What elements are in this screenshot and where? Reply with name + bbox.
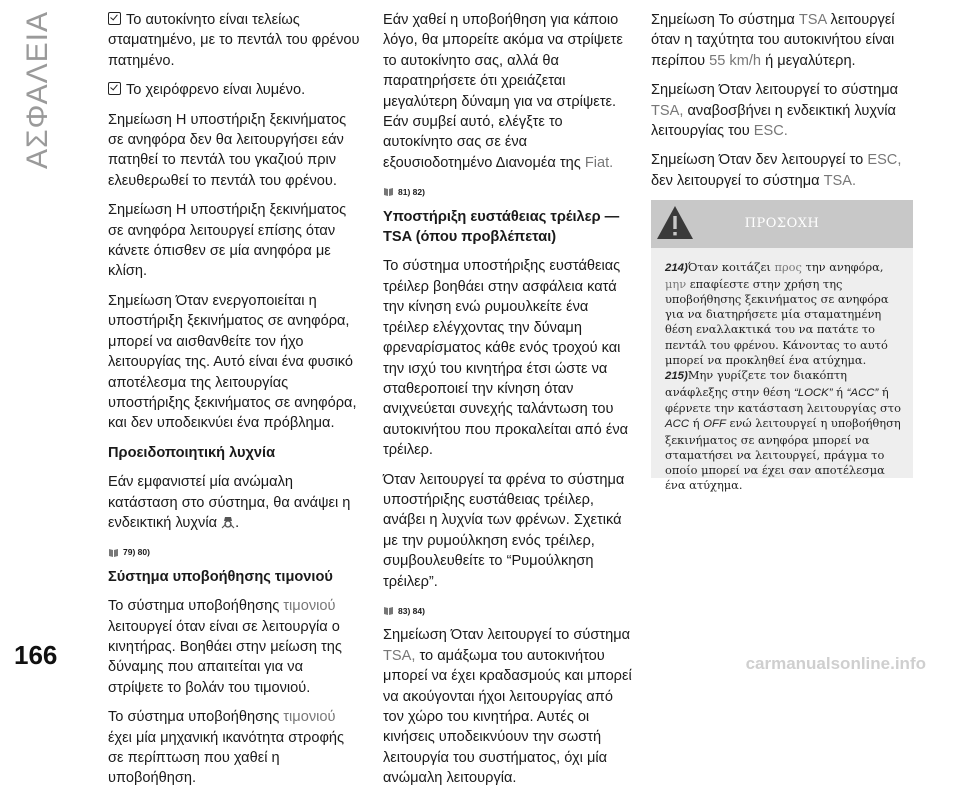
heading-power-steering: Σύστημα υποβοήθησης τιμονιού: [108, 568, 333, 585]
reference-83-84: 83) 84): [383, 601, 635, 621]
column-2: [383, 10, 635, 798]
tsa-description: Το σύστημα υποστήριξης ευστάθειας τρέιλερ βοηθάει στην ασφάλεια κατά την κίνηση ενώ ρυμουλκείτε ένα τρέιλερ ελέγχοντας την δύναμη φρεναρίσματος κάθε ενός τροχού και την ισχύ του κινητήρα έτσι ώστε να σταθεροποιεί την κίνηση όταν ανιχνεύεται συνεχής ταλάντωση του αυτοκινήτου που προκαλείται από ένα τρέιλερ.: [383, 258, 629, 459]
warning-lamp-icon: [221, 515, 235, 529]
note-accelerator: Σημείωση Η υποστήριξη ξεκινήματος σε ανηφόρα δεν θα λειτουργήσει εάν πατηθεί το πεντάλ του γκαζιού πριν ελευθερωθεί το πεντάλ του φρένου.: [108, 111, 347, 189]
reference-81-82: 81) 82): [383, 182, 635, 202]
column-3: [651, 10, 913, 493]
tsa-speed-note: Σημείωση Το σύστημα TSA λειτουργεί όταν η ταχύτητα του αυτοκινήτου είναι περίπου 55 km/h ή μεγαλύτερη.: [651, 12, 895, 69]
column-1: [108, 10, 360, 798]
footer-watermark: carmanualsonline.info: [745, 654, 926, 673]
esc-off-note: Σημείωση Όταν δεν λειτουργεί το ESC, δεν λειτουργεί το σύστημα TSA.: [651, 152, 902, 189]
tsa-esc-flash-note: Σημείωση Όταν λειτουργεί το σύστημα TSA, αναβοσβήνει η ενδεικτική λυχνία λειτουργίας του ESC.: [651, 82, 899, 140]
steering-text-2: Το σύστημα υποβοήθησης τιμονιού έχει μία μηχανική ικανότητα στροφής σε περίπτωση που χαθεί η υποβοήθηση.: [108, 709, 345, 787]
warning-triangle-icon: [655, 204, 695, 242]
steering-text-1: Το σύστημα υποβοήθησης τιμονιού λειτουργεί όταν είναι σε λειτουργία ο κινητήρας. Βοηθάει στην μείωση της δύναμης που απαιτείται για να στρίψετε το βολάν του τιμονιού.: [108, 598, 342, 696]
checkbox-icon: [108, 12, 121, 25]
warning-box-header: [651, 200, 913, 248]
section-side-title: [8, 10, 68, 170]
tsa-brake-lamp-text: Όταν λειτουργεί τα φρένα το σύστημα υποστήριξης ευστάθειας τρέιλερ, ανάβει η λυχνία των φρένων. Σχετικά με την ρυμούλκηση ενός τρέιλερ, συμβουλευθείτε το “Ρυμούλκηση τρέιλερ”.: [383, 471, 625, 590]
warning-215: 215)Μην γυρίζετε τον διακόπτη ανάφλεξης στην θέση “LOCK” ή “ACC” ή φέρνετε την κατάσταση λειτουργίας στο ACC ή OFF ενώ λειτουργεί η υποβοήθηση ξεκινήματος σε ανηφόρα μπορεί να σταματήσει να λειτουργεί, πράγμα το οποίο μπορεί να έχει σαν αποτέλεσμα ένα ατύχημα.: [665, 368, 901, 493]
book-icon: [383, 606, 394, 616]
bullet-vehicle-stopped: Το αυτοκίνητο είναι τελείως σταματημένο, με το πεντάλ του φρένου πατημένο.: [108, 12, 360, 69]
reference-79-80: 79) 80): [108, 542, 360, 562]
page-number: 166: [14, 640, 58, 670]
warning-title: ΠΡΟΣΟΧΗ: [744, 216, 820, 232]
warning-box-body: [651, 248, 913, 493]
heading-tsa: Υποστήριξη ευστάθειας τρέιλερ — TSA (όπου προβλέπεται): [383, 208, 620, 246]
note-operation-sound: Σημείωση Όταν ενεργοποιείται η υποστήριξη ξεκινήματος σε ανηφόρα, μπορεί να αισθανθείτε τον ήχο λειτουργίας της. Αυτό είναι ένα φυσικό αποτέλεσμα της λειτουργίας υποστήριξης ξεκινήματος σε ανηφόρα, και δεν υποδεικνύει ένα πρόβλημα.: [108, 292, 357, 432]
heading-warning-lamp: Προειδοποιητική λυχνία: [108, 444, 276, 461]
section-title-text: ΑΣΦΑΛΕΙΑ: [21, 10, 54, 170]
book-icon: [383, 187, 394, 197]
tsa-vibration-note: Σημείωση Όταν λειτουργεί το σύστημα TSA, το αμάξωμα του αυτοκινήτου μπορεί να έχει κραδασμούς και μπορεί να ακούγονται ήχοι λειτουργίας από τον χώρο του κινητήρα. Αυτές οι κινήσεις υποδεικνύουν την σωστή λειτουργία του συστήματος, όχι μία ανώμαλη λειτουργία.: [383, 627, 632, 787]
bullet-handbrake: Το χειρόφρενο είναι λυμένο.: [108, 80, 360, 100]
warning-lamp-text: Εάν εμφανιστεί μία ανώμαλη κατάσταση στο σύστημα, θα ανάψει η ενδεικτική λυχνία .: [108, 474, 351, 531]
book-icon: [108, 548, 119, 558]
checkbox-icon: [108, 82, 121, 95]
note-reverse-slope: Σημείωση Η υποστήριξη ξεκινήματος σε ανηφόρα λειτουργεί επίσης όταν κάνετε όπισθεν σε μία ανηφόρα με κλίση.: [108, 202, 347, 280]
warning-214: 214)Όταν κοιτάζει προς την ανηφόρα, μην επαφίεστε στην χρήση της υποβοήθησης ξεκινήματος σε ανηφόρα για να διατηρήσετε μία σταματημένη θέση εναλλακτικά του να πατάτε το πεντάλ του φρένου. Κάνοντας το αυτό μπορεί να προκληθεί ένα ατύχημα.: [665, 260, 889, 368]
steering-loss-text: Εάν χαθεί η υποβοήθηση για κάποιο λόγο, θα μπορείτε ακόμα να στρίψετε το αυτοκίνητο σας, αλλά θα παρατηρήσετε ότι χρειάζεται μεγαλύτερη δύναμη για να στρίψετε. Εάν συμβεί αυτό, ελέγξτε το αυτοκίνητο σας σε ένα εξουσιοδοτημένο Διανομέα της Fiat.: [383, 12, 623, 171]
